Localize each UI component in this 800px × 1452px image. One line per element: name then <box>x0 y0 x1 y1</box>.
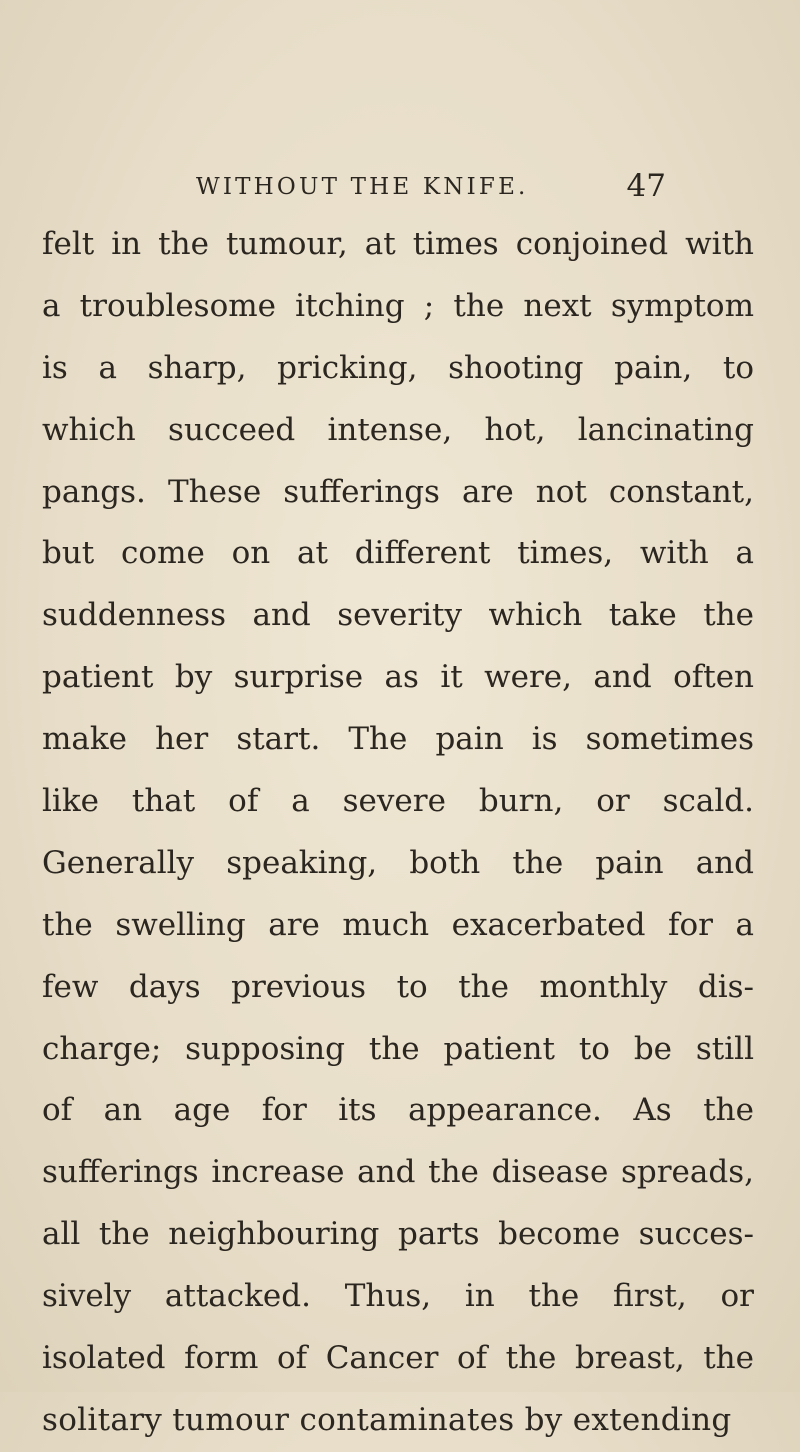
text-line: the swelling are much exacerbated for a <box>42 906 754 943</box>
body-text <box>42 214 754 1452</box>
text-line: of an age for its appearance. As the <box>42 1092 754 1129</box>
text-line: solitary tumour contaminates by extending <box>42 1401 732 1438</box>
text-line: isolated form of Cancer of the breast, the <box>42 1340 754 1377</box>
text-line: sively attacked. Thus, in the first, or <box>42 1278 754 1315</box>
text-line: all the neighbouring parts become succes- <box>42 1216 754 1253</box>
text-line: sufferings increase and the disease spreads, <box>42 1154 754 1191</box>
text-line: make her start. The pain is sometimes <box>42 721 754 758</box>
text-line: felt in the tumour, at times conjoined with <box>42 226 754 262</box>
page-number: 47 <box>626 168 666 204</box>
text-line: a troublesome itching ; the next symptom <box>42 287 754 324</box>
text-line: few days previous to the monthly dis- <box>42 968 754 1005</box>
text-line: Generally speaking, both the pain and <box>42 844 754 881</box>
running-title: WITHOUT THE KNIFE. <box>196 174 529 200</box>
text-line: is a sharp, pricking, shooting pain, to <box>42 349 754 386</box>
text-line: pangs. These sufferings are not constant, <box>42 473 754 510</box>
text-line: which succeed intense, hot, lancinating <box>42 411 754 448</box>
running-header <box>196 168 666 212</box>
text-line: like that of a severe burn, or scald. <box>42 783 754 820</box>
text-line: suddenness and severity which take the <box>42 597 754 634</box>
text-line: patient by surprise as it were, and often <box>42 659 754 696</box>
text-line: charge; supposing the patient to be still <box>42 1030 754 1067</box>
text-line: but come on at different times, with a <box>42 535 754 572</box>
